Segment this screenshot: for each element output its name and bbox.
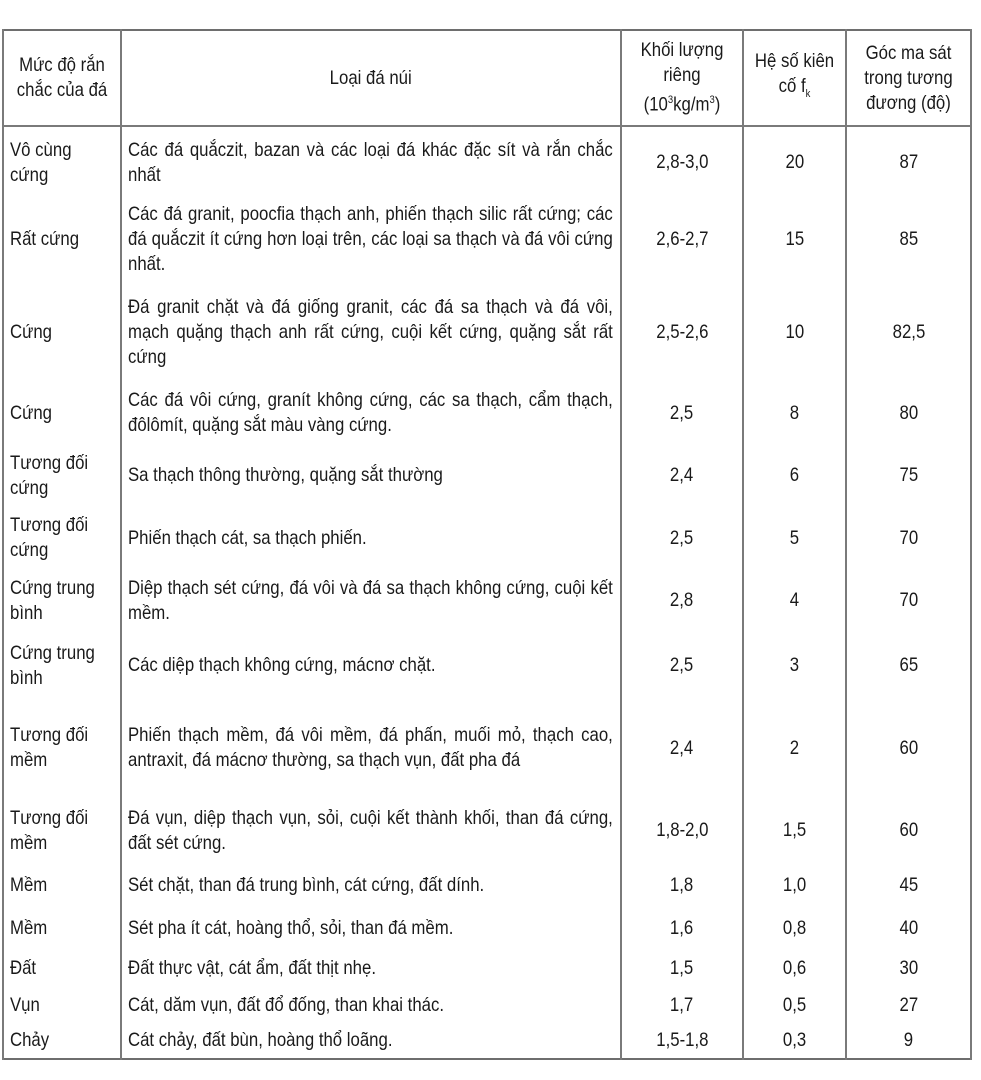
table-row <box>3 798 971 863</box>
cell-density: 1,8 <box>621 863 743 908</box>
cell-coefficient: 15 <box>743 198 846 281</box>
cell-density: 1,6 <box>621 908 743 948</box>
cell-level: Tương đối mềm <box>3 798 121 863</box>
cell-rock-type: Đá vụn, diệp thạch vụn, sỏi, cuội kết thành khối, than đá cứng, đất sét cứng. <box>121 798 621 863</box>
cell-coefficient: 2 <box>743 698 846 798</box>
cell-density: 2,4 <box>621 698 743 798</box>
cell-rock-type: Các đá granit, poocfia thạch anh, phiến thạch silic rất cứng; các đá quắczit ít cứng hơn loại trên, các loại sa thạch và đá vôi cứng nhất. <box>121 198 621 281</box>
cell-level: Mềm <box>3 863 121 908</box>
cell-coefficient: 6 <box>743 443 846 508</box>
cell-level: Mềm <box>3 908 121 948</box>
cell-level: Cứng trung bình <box>3 633 121 698</box>
cell-rock-type: Đá granit chặt và đá giống granit, các đá sa thạch và đá vôi, mạch quặng thạch anh rất cứng, cuội kết cứng, quặng sắt rất cứng <box>121 281 621 383</box>
cell-level: Cứng <box>3 281 121 383</box>
cell-coefficient: 4 <box>743 568 846 633</box>
header-row <box>3 30 971 126</box>
cell-density: 1,8-2,0 <box>621 798 743 863</box>
cell-coefficient: 1,0 <box>743 863 846 908</box>
cell-density: 2,4 <box>621 443 743 508</box>
cell-coefficient: 3 <box>743 633 846 698</box>
cell-density: 2,5-2,6 <box>621 281 743 383</box>
table-row <box>3 443 971 508</box>
cell-density: 1,5-1,8 <box>621 1023 743 1059</box>
cell-density: 1,5 <box>621 948 743 988</box>
cell-rock-type: Các diệp thạch không cứng, mácnơ chặt. <box>121 633 621 698</box>
cell-rock-type: Cát chảy, đất bùn, hoàng thổ loãng. <box>121 1023 621 1059</box>
cell-rock-type: Sét pha ít cát, hoàng thổ, sỏi, than đá mềm. <box>121 908 621 948</box>
header-density: Khối lượng riêng $(10^3kg/m^3)$ <box>621 30 743 126</box>
table-row <box>3 508 971 568</box>
cell-coefficient: 5 <box>743 508 846 568</box>
table-row <box>3 633 971 698</box>
table-row <box>3 988 971 1023</box>
cell-friction-angle: 30 <box>846 948 971 988</box>
cell-friction-angle: 45 <box>846 863 971 908</box>
cell-density: 2,8 <box>621 568 743 633</box>
cell-level: Vụn <box>3 988 121 1023</box>
cell-rock-type: Phiến thạch mềm, đá vôi mềm, đá phấn, muối mỏ, thạch cao, antraxit, đá mácnơ thường, sa thạch vụn, đất pha đá <box>121 698 621 798</box>
cell-rock-type: Các đá quắczit, bazan và các loại đá khác đặc sít và rắn chắc nhất <box>121 126 621 198</box>
table-row <box>3 198 971 281</box>
cell-density: 2,6-2,7 <box>621 198 743 281</box>
cell-level: Cứng <box>3 383 121 443</box>
table-row <box>3 568 971 633</box>
cell-friction-angle: 70 <box>846 508 971 568</box>
cell-level: Vô cùng cứng <box>3 126 121 198</box>
cell-level: Tương đối mềm <box>3 698 121 798</box>
cell-level: Tương đối cứng <box>3 443 121 508</box>
cell-friction-angle: 40 <box>846 908 971 948</box>
cell-density: 2,5 <box>621 633 743 698</box>
table-row <box>3 281 971 383</box>
cell-level: Chảy <box>3 1023 121 1059</box>
cell-level: Tương đối cứng <box>3 508 121 568</box>
cell-coefficient: 0,6 <box>743 948 846 988</box>
cell-friction-angle: 27 <box>846 988 971 1023</box>
cell-level: Đất <box>3 948 121 988</box>
header-rock-type: Loại đá núi <box>121 30 621 126</box>
cell-friction-angle: 87 <box>846 126 971 198</box>
cell-friction-angle: 82,5 <box>846 281 971 383</box>
rock-hardness-table <box>2 29 972 1060</box>
cell-coefficient: 0,8 <box>743 908 846 948</box>
cell-rock-type: Sa thạch thông thường, quặng sắt thường <box>121 443 621 508</box>
cell-coefficient: 1,5 <box>743 798 846 863</box>
header-level: Mức độ rắn chắc của đá <box>3 30 121 126</box>
header-coefficient: Hệ số kiên cố $f_k$ <box>743 30 846 126</box>
cell-friction-angle: 80 <box>846 383 971 443</box>
cell-density: 1,7 <box>621 988 743 1023</box>
cell-friction-angle: 70 <box>846 568 971 633</box>
cell-density: 2,8-3,0 <box>621 126 743 198</box>
cell-density: 2,5 <box>621 383 743 443</box>
table-row <box>3 948 971 988</box>
cell-level: Rất cứng <box>3 198 121 281</box>
header-friction-angle: Góc ma sát trong tương đương (độ) <box>846 30 971 126</box>
cell-coefficient: 8 <box>743 383 846 443</box>
table-row <box>3 863 971 908</box>
table-row <box>3 126 971 198</box>
cell-density: 2,5 <box>621 508 743 568</box>
cell-friction-angle: 75 <box>846 443 971 508</box>
cell-coefficient: 10 <box>743 281 846 383</box>
table-row <box>3 908 971 948</box>
cell-coefficient: 20 <box>743 126 846 198</box>
table-row <box>3 698 971 798</box>
cell-rock-type: Đất thực vật, cát ẩm, đất thịt nhẹ. <box>121 948 621 988</box>
cell-rock-type: Các đá vôi cứng, granít không cứng, các sa thạch, cẩm thạch, đôlômít, quặng sắt màu vàng cứng. <box>121 383 621 443</box>
cell-rock-type: Sét chặt, than đá trung bình, cát cứng, đất dính. <box>121 863 621 908</box>
cell-coefficient: 0,5 <box>743 988 846 1023</box>
cell-friction-angle: 65 <box>846 633 971 698</box>
cell-friction-angle: 9 <box>846 1023 971 1059</box>
table-row <box>3 383 971 443</box>
cell-coefficient: 0,3 <box>743 1023 846 1059</box>
table-row <box>3 1023 971 1059</box>
cell-friction-angle: 60 <box>846 798 971 863</box>
cell-friction-angle: 85 <box>846 198 971 281</box>
cell-rock-type: Phiến thạch cát, sa thạch phiến. <box>121 508 621 568</box>
cell-rock-type: Cát, dăm vụn, đất đổ đống, than khai thác. <box>121 988 621 1023</box>
cell-rock-type: Diệp thạch sét cứng, đá vôi và đá sa thạch không cứng, cuội kết mềm. <box>121 568 621 633</box>
cell-level: Cứng trung bình <box>3 568 121 633</box>
cell-friction-angle: 60 <box>846 698 971 798</box>
